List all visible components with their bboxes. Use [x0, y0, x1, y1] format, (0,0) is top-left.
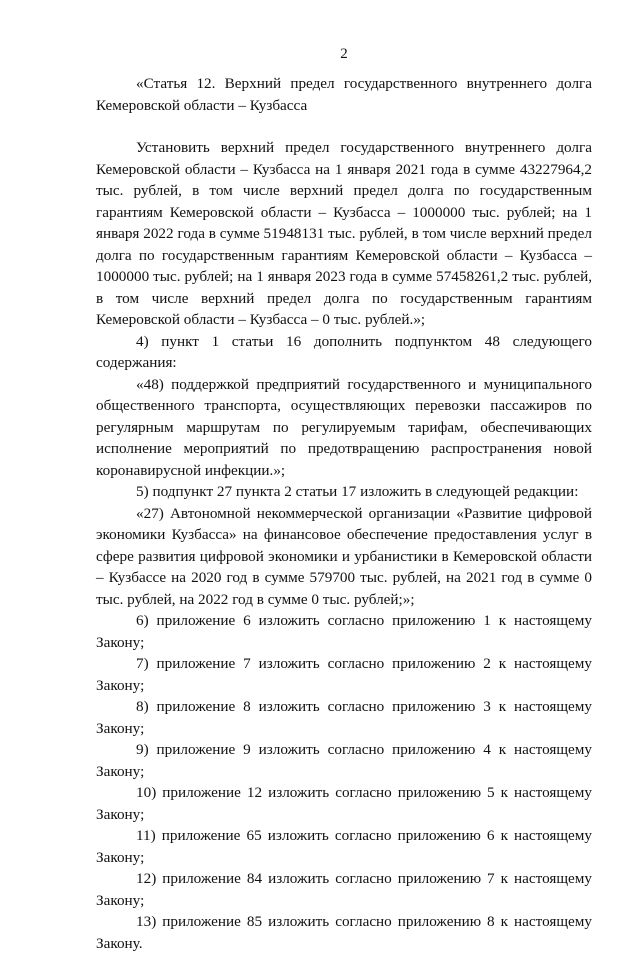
- paragraph-item-10: 10) приложение 12 изложить согласно приложению 5 к настоящему Закону;: [96, 784, 592, 823]
- paragraph-item-5: 5) подпункт 27 пункта 2 статьи 17 изложить в следующей редакции:: [136, 483, 579, 500]
- paragraph-item-13: 13) приложение 85 изложить согласно приложению 8 к настоящему Закону.: [96, 913, 592, 952]
- spacer: [96, 116, 592, 137]
- paragraph-item-48: «48) поддержкой предприятий государственного и муниципального общественного транспорта, осуществляющих перевозки пассажиров по регулярным маршрутам по регулируемым тарифам, обеспечивающих исполнение мероприятий по предотвращению распространения новой коронавирусной инфекции.»;: [96, 375, 592, 479]
- article-heading: «Статья 12. Верхний предел государственного внутреннего долга Кемеровской области – Кузбасса: [96, 75, 592, 114]
- paragraph-item-27: «27) Автономной некоммерческой организации «Развитие цифровой экономики Кузбасса» на финансовое обеспечение предоставления услуг в сфере развития цифровой экономики и урбанистики в Кемеровской области – Кузбассе на 2020 год в сумме 579700 тыс. рублей, на 2021 год в сумме 0 тыс. рублей, на 2022 год в сумме 0 тыс. рублей;»;: [96, 504, 592, 608]
- paragraph-item-4: 4) пункт 1 статьи 16 дополнить подпунктом 48 следующего содержания:: [96, 332, 592, 371]
- paragraph-item-8: 8) приложение 8 изложить согласно приложению 3 к настоящему Закону;: [96, 698, 592, 737]
- document-body: [96, 73, 592, 954]
- paragraph-item-12: 12) приложение 84 изложить согласно приложению 7 к настоящему Закону;: [96, 870, 592, 909]
- paragraph-item-6: 6) приложение 6 изложить согласно приложению 1 к настоящему Закону;: [96, 612, 592, 651]
- paragraph-item-7: 7) приложение 7 изложить согласно приложению 2 к настоящему Закону;: [96, 655, 592, 694]
- page-number: 2: [340, 46, 348, 62]
- paragraph-debt-limit: Установить верхний предел государственного внутреннего долга Кемеровской области – Кузбасса на 1 января 2021 года в сумме 43227964,2 тыс. рублей, в том числе верхний предел долга по государственным гарантиям Кемеровской области – Кузбасса – 1000000 тыс. рублей; на 1 января 2022 года в сумме 51948131 тыс. рублей, в том числе верхний предел долга по государственным гарантиям Кемеровской области – Кузбасса – 1000000 тыс. рублей; на 1 января 2023 года в сумме 57458261,2 тыс. рублей, в том числе верхний предел долга по государственным гарантиям Кемеровской области – Кузбасса – 0 тыс. рублей.»;: [96, 139, 592, 328]
- paragraph-item-11: 11) приложение 65 изложить согласно приложению 6 к настоящему Закону;: [96, 827, 592, 866]
- paragraph-item-9: 9) приложение 9 изложить согласно приложению 4 к настоящему Закону;: [96, 741, 592, 780]
